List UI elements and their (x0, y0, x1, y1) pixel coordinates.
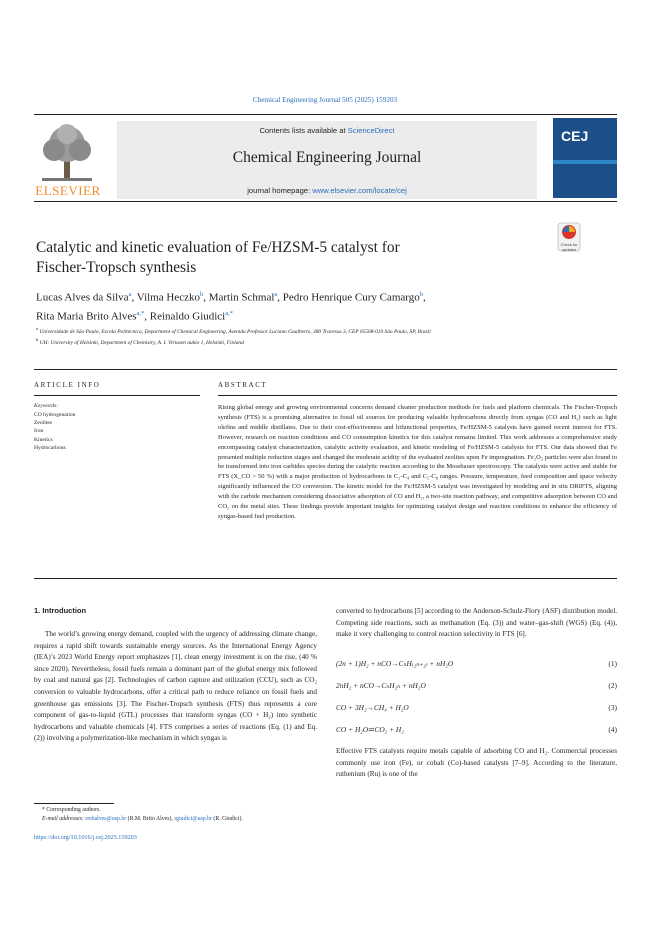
footnote-rule (34, 803, 114, 804)
keyword-item: Kinetics (34, 436, 53, 443)
contents-line (117, 126, 537, 135)
contents-prefix: Contents lists available at (259, 126, 348, 135)
homepage-line (117, 186, 537, 195)
intro-right-column-top (336, 606, 617, 641)
intro-paragraph: Effective FTS catalysts require metals capable of adsorbing CO and H₂. Commercial processes commonly use iron (Fe), or cobalt (Co)-based catalysts [7–9]. According to the literature, ruthenium (Ru) is one of the (336, 747, 617, 779)
cover-label: CEJ (561, 128, 589, 144)
author-name[interactable]: Vilma Heczko (136, 291, 200, 304)
intro-paragraph: The world’s growing energy demand, coupled with the urgency of addressing climate change, requires a rapid shift towards sustainable energy sources. As the International Energy Agency (IEA)’s 2023 World Energy report emphasizes [1], clean energy investment is on the rise, (40 % since 2020). Nevertheless, fossil fuels remain a dominant part of the global energy mix followed by coal and natural gas [2]. Technologies of carbon capture and utilization (CCU), such as CO₂ conversion to valuable hydrocarbons, offer a critical path to reduce reliance on fossil fuels and greenhouse gas emissions [3]. The Fischer-Tropsch synthesis (FTS) thus represents a core component of gas-to-liquid (GTL) processes that transform syngas (CO + H₂) into synthetic hydrocarbons and valuable chemicals [4]. FTS comprises a series of reactions (Eq. (1) and Eq. (2)) involving a polymerization-like mechanism in which syngas is (34, 630, 317, 743)
article-info-heading: ARTICLE INFO (34, 381, 101, 389)
author-name[interactable]: Pedro Henrique Cury Camargo (282, 291, 420, 304)
article-title-line2: Fischer-Tropsch synthesis (36, 259, 197, 276)
abstract-rule (218, 395, 617, 396)
journal-citation[interactable]: Chemical Engineering Journal 505 (2025) 159203 (252, 96, 398, 104)
check-for-updates-label: Check for updates (560, 242, 578, 252)
keywords-label: Keywords: (34, 403, 59, 409)
publisher-logo: ELSEVIER (35, 183, 101, 198)
author-affil-sup[interactable]: b (419, 291, 424, 298)
equation-expr: CO + H₂O⇌CO₂ + H₂ (336, 725, 404, 734)
article-info-rule (34, 395, 200, 396)
equation-expr: 2nH₂ + nCO→CₙH₂ₙ + nH₂O (336, 681, 426, 690)
author-name[interactable]: Martin Schmal (208, 291, 275, 304)
email-link-2[interactable]: rgiudici@usp.br (174, 816, 212, 822)
keywords-list (34, 411, 75, 452)
author-list: Lucas Alves da Silva$^a$, Vilma Heczko$^b$, Martin Schmal$^a$, Pedro Henrique Cury Camargo$^b$, Rita Maria Brito Alves$^{a,*}$, Reinaldo Giudici$^{a,*}$ (36, 291, 426, 323)
equation-expr: (2n + 1)H₂ + nCO→CₙH₍₂ₙ₊₂₎ + nH₂O (336, 659, 454, 668)
author-affil-sup[interactable]: a,* (225, 309, 234, 317)
homepage-link[interactable]: www.elsevier.com/locate/cej (312, 186, 407, 195)
cover-stripe (553, 160, 617, 164)
author-affil-sup[interactable]: a (128, 291, 132, 298)
affiliation-item (36, 325, 576, 336)
article-title (36, 238, 536, 278)
equation-2 (336, 681, 617, 693)
keyword-item: Hydrocarbons (34, 444, 66, 451)
author-affil-sup[interactable]: a (274, 291, 278, 298)
affiliation-sup: a (36, 326, 38, 331)
author-name[interactable]: Lucas Alves da Silva (36, 291, 129, 304)
author-affil-sup[interactable]: b (199, 291, 204, 298)
equation-4 (336, 725, 617, 737)
email-owner-2: (R. Giudici). (211, 816, 243, 822)
homepage-prefix: journal homepage: (247, 186, 313, 195)
journal-title: Chemical Engineering Journal (232, 149, 422, 166)
corresponding-footnote: * Corresponding authors. (42, 807, 101, 813)
abstract-heading: ABSTRACT (218, 381, 268, 389)
introduction-heading: 1. Introduction (34, 606, 87, 615)
keyword-item: Zeolites (34, 420, 53, 427)
affiliation-text: UH: University of Helsinki, Department of Chemistry, A. I. Virtasen aukio 1, Helsinki, Finland (39, 339, 244, 346)
intro-paragraph: converted to hydrocarbons [5] according to the Anderson-Schulz-Flory (ASF) distribution model. Competing side reactions, such as methanation (Eq. (3)) and water–gas-shift (WGS) (Eq. (4)), make it very challenging to control reaction selectivity in FTS [6]. (336, 607, 617, 639)
equation-1 (336, 659, 617, 671)
affiliation-text: Universidade de São Paulo, Escola Politécnica, Department of Chemical Engineering, Avenida Professor Luciano Gualberto, 380 Travessa 3, CEP 05508-010 São Paulo, SP, Brazil (39, 328, 431, 335)
author-name[interactable]: Reinaldo Giudici (149, 310, 226, 323)
journal-cover-image[interactable] (553, 118, 617, 198)
affiliations (36, 325, 576, 347)
email-label: E-mail addresses: (42, 816, 86, 822)
abstract-paragraph: Rising global energy and growing environmental concerns demand cleaner production methods for fuels and platform chemicals. The Fischer-Tropsch synthesis (FTS) is a promising alternative to fossil oil sources for producing valuable hydrocarbons directly from syngas (CO and H₂) such as light olefins and middle distillates. Due to their cost-effectiveness and bifunctional properties, Fe/HZSM-5 catalysts have gained recent interest for FTS. However, research on reaction conditions and CO consumption kinetics for this catalyst remains limited. This work addresses a comprehensive study encompassing catalyst characterization, catalytic activity evaluation, and kinetic modeling of Fe/HZSM-5 catalysts for FTS. Our data showed that Fe presented multiple reduction stages and changed the moderate acidity of the evaluated zeolites upon Fe impregnation. Fe₂O₃ particles were also found to be transformed into iron carbides species during the catalytic reaction according to the Mossbauer spectroscopy. The catalysts were active and stable for FTS (X_CO > 50 %) with a major production of hydrocarbons in C₂-C₄ and C₅-C₈ ranges. Pressure, temperature, feed composition and space velocity significantly influenced the CO conversion. The kinetic model for the Fe/HZSM-5 catalyst was investigated by modeling and in situ DRIFTS, aligning with the carbide mechanism considering dissociative adsorption of CO and H₂, a two-site reaction pathway, and competitive adsorption between CO and CO₂ on the metal sites. These findings provide important insights for optimizing catalyst design and reaction conditions to enhance the efficiency of syngas-based fuel production. (218, 404, 617, 520)
equation-3 (336, 703, 617, 715)
abstract-text (218, 403, 617, 522)
keyword-item: CO hydrogenation (34, 412, 76, 418)
abstract-bottom-rule (34, 578, 617, 579)
email-link-1[interactable]: rmbalves@usp.br (85, 816, 127, 822)
affiliation-sup: b (36, 337, 39, 342)
email-owner-1: (R.M. Brito Alves), (126, 816, 175, 822)
sciencedirect-link[interactable]: ScienceDirect (347, 126, 395, 135)
affiliation-item (36, 336, 576, 347)
section-rule (34, 369, 617, 370)
header-rule (34, 114, 617, 115)
header-rule-bottom (34, 201, 617, 202)
elsevier-tree-logo (36, 122, 98, 184)
equation-expr: CO + 3H₂→CH₄ + H₂O (336, 703, 409, 712)
intro-left-column (34, 629, 317, 745)
intro-right-column-bottom (336, 746, 617, 781)
doi-link[interactable]: https://doi.org/10.1016/j.cej.2025.159203 (34, 834, 137, 841)
email-footnote (42, 816, 243, 822)
keyword-item: Iron (34, 428, 44, 435)
article-title-line1: Catalytic and kinetic evaluation of Fe/HZSM-5 catalyst for (36, 239, 400, 256)
equation-number: (3) (608, 703, 617, 712)
author-name[interactable]: Rita Maria Brito Alves (36, 310, 137, 323)
equation-number: (2) (608, 681, 617, 690)
author-affil-sup[interactable]: a,* (136, 309, 145, 317)
equation-number: (1) (608, 659, 617, 668)
equation-number: (4) (608, 725, 617, 734)
